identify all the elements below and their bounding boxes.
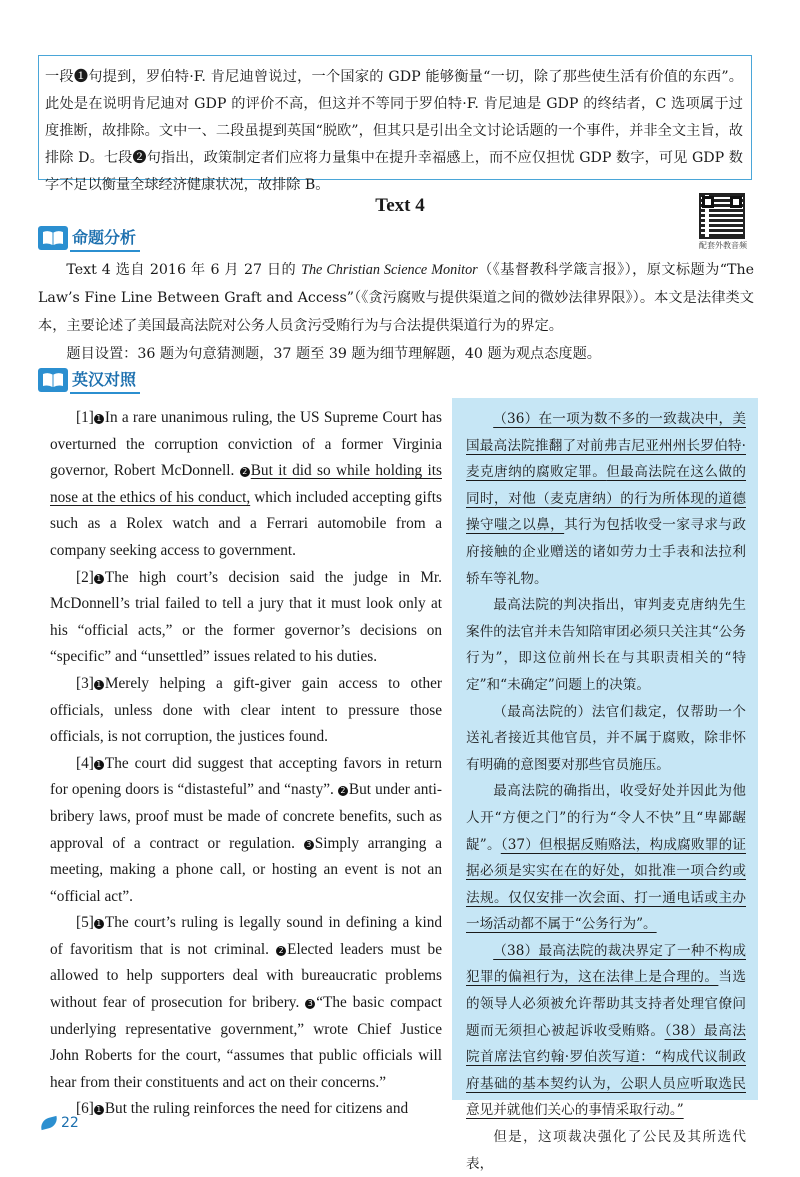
en-p5-s1: The court’s ruling is legally sound in defining a kind of favoritism that is not criminal. <box>50 914 442 958</box>
cn-paragraph-5 <box>466 938 746 1124</box>
cn-p5-s2: 当选的领导人必须被允许帮助其支持者处理官僚问题而无须担心被起诉收受贿赂。 <box>466 969 747 1039</box>
sentence-marker-icon: 1 <box>94 680 104 690</box>
cn-paragraph-4 <box>466 778 746 938</box>
cn-p1-s3: 其行为包括收受一家寻求与政府接触的企业赠送的诸如劳力士手表和法拉利轿车等礼物。 <box>466 517 747 587</box>
cn-paragraph-3: （最高法院的）法官们裁定，仅帮助一个送礼者接近其他官员，并不属于腐败，除非怀有明确的意图要对那些官员施压。 <box>466 703 746 773</box>
sentence-marker-icon: 2 <box>240 467 250 477</box>
en-paragraph-3 <box>50 671 442 751</box>
analysis-paragraph-1 <box>38 256 754 340</box>
qr-code-icon[interactable] <box>699 193 745 239</box>
en-p1-s2-underlined: But it did so while holding its nose at the ethics of his conduct, <box>50 462 442 506</box>
en-paragraph-1 <box>50 405 442 565</box>
cn-paragraph-2: 最高法院的判决指出，审判麦克唐纳先生案件的法官并未告知陪审团必须只关注其“公务行为”，即这位前州长在与其职责相关的“特定”和“未确定”问题上的决策。 <box>466 597 746 693</box>
en-paragraph-4 <box>50 751 442 911</box>
page-footer <box>40 1115 79 1131</box>
en-p1-s2-rest: which included accepting gifts such as a Rolex watch and a Ferrari automobile from a company seeking access to government. <box>50 488 442 559</box>
english-column <box>50 405 442 1123</box>
en-p5-s3: “The basic compact underlying representative government,” wrote Chief Justice John Roberts for the court, “assumes that public officials will hear from their constituents and act on their concerns.” <box>50 994 442 1091</box>
sentence-marker-icon: 1 <box>94 760 104 770</box>
en-p2-s1: The high court’s decision said the judge in Mr. McDonnell’s trial failed to tell a jury that it must look only at his “official acts,” or the former governor’s decisions on “specific” and “unsettled” issues related to his duties. <box>50 568 442 666</box>
en-p1-tag: [1] <box>76 409 94 426</box>
sentence-marker-icon: 1 <box>94 414 104 424</box>
sentence-marker-icon: 2 <box>338 786 348 796</box>
book-icon <box>38 226 68 250</box>
sentence-marker-icon: 2 <box>276 946 286 956</box>
en-p3-s1: Merely helping a gift-giver gain access to other officials, unless done with clear intent to pressure those officials, is not corruption, the justices found. <box>50 674 442 746</box>
en-p5-s2: Elected leaders must be allowed to help supporters deal with bureaucratic problems without fear of prosecution for bribery. <box>50 940 442 1012</box>
cn-p4-s1: 最高法院的确指出，收受好处并因此为他人开“方便之门”的行为“令人不快”且“卑鄙龌龊”。 <box>466 783 746 853</box>
analysis-section-header <box>38 225 140 251</box>
analysis-p1-post: （《基督教科学箴言报》），原文标题为“The Law’s Fine Line Between Graft and Access”（《贪污腐败与提供渠道之间的微妙法律界限》）。本文是法律类文本，主要论述了美国最高法院对公务人员贪污受贿行为与合法提供渠道行为的界定。 <box>38 262 755 334</box>
sentence-marker-icon: 1 <box>94 574 104 584</box>
en-p4-tag: [4] <box>76 754 94 772</box>
leaf-icon <box>39 1116 59 1130</box>
cn-p5-s3: （38）最高法院首席法官约翰·罗伯茨写道：“构成代议制政府基础的基本契约认为，公职人员应听取选民意见并就他们关心的事情采取行动。” <box>466 1022 746 1119</box>
cn-p4-s2: （37）但根据反贿赂法，构成腐败罪的证据必须是实实在在的好处，如批准一项合约或法规。仅仅安排一次会面、打一通电话或主办一场活动都不属于“公务行为”。 <box>466 836 746 933</box>
en-p6-tag: [6] <box>76 1100 94 1118</box>
en-p5-tag: [5] <box>76 914 94 932</box>
text-title: Text 4 <box>375 195 425 216</box>
sentence-marker-icon: 1 <box>94 1105 104 1115</box>
cn-paragraph-1 <box>466 406 746 592</box>
sentence-marker-icon: 3 <box>305 999 315 1009</box>
cn-p5-s1: （38）最高法院的裁决界定了一种不构成犯罪的偏袒行为，这在法律上是合理的。 <box>466 942 746 986</box>
en-paragraph-5 <box>50 910 442 1096</box>
en-p6-s1: But the ruling reinforces the need for citizens and <box>104 1100 409 1118</box>
cn-p1-s1: （36）在一项为数不多的一致裁决中，美国最高法院推翻了对前弗吉尼亚州州长罗伯特·麦克唐纳的腐败定罪。 <box>466 411 746 481</box>
analysis-p1-pre: Text 4 选自 2016 年 6 月 27 日的 <box>66 262 302 278</box>
compare-header-label: 英汉对照 <box>70 367 140 394</box>
analysis-body <box>38 256 754 368</box>
chinese-column <box>452 398 758 1172</box>
en-p3-tag: [3] <box>76 674 94 692</box>
sentence-marker-icon: 3 <box>304 840 314 850</box>
analysis-header-label: 命题分析 <box>70 225 140 252</box>
en-paragraph-6 <box>50 1096 442 1123</box>
cn-paragraph-6: 但是，这项裁决强化了公民及其所选代表， <box>466 1129 746 1172</box>
en-p4-s3: Simply arranging a meeting, making a phone call, or hosting an event is not an “official act”. <box>50 834 442 905</box>
explanation-text: 一段❶句提到，罗伯特·F. 肯尼迪曾说过，一个国家的 GDP 能够衡量“一切，除了那些使生活有价值的东西”。此处是在说明肯尼迪对 GDP 的评价不高，但这并不等同于罗伯特·F. 肯尼迪是 GDP 的终结者，C 选项属于过度推断，故排除。文中一、二段虽提到英国“脱欧”，但其只是引出全文讨论话题的一个事件，并非全文主旨，故排除 D。七段❷句指出，政策制定者们应将力量集中在提升幸福感上，而不应仅担忧 GDP 数字，可见 GDP 数字不足以衡量全球经济健康状况，故排除 B。 <box>45 69 743 193</box>
en-p4-s2: But under anti-bribery laws, proof must be made of concrete benefits, such as approval of a contract or regulation. <box>50 781 442 852</box>
en-p2-tag: [2] <box>76 568 94 586</box>
cn-p1-s2: 但最高法院在这么做的同时，对他（麦克唐纳）的行为所体现的道德操守嗤之以鼻， <box>466 464 747 534</box>
en-p4-s1: The court did suggest that accepting favors in return for opening doors is “distasteful” and “nasty”. <box>50 754 442 799</box>
analysis-paragraph-2: 题目设置：36 题为句意猜测题，37 题至 39 题为细节理解题，40 题为观点态度题。 <box>66 346 601 362</box>
explanation-box <box>38 55 752 193</box>
en-paragraph-2 <box>50 565 442 671</box>
qr-caption: 配套外教音频 <box>699 241 747 250</box>
compare-section-header <box>38 367 140 393</box>
en-p1-s1: In a rare unanimous ruling, the US Supreme Court has overturned the corruption conviction of a former Virginia governor, Robert McDonnell. <box>50 409 442 480</box>
page-number: 22 <box>61 1115 79 1131</box>
analysis-source: The Christian Science Monitor <box>301 262 478 278</box>
book-icon <box>38 368 68 392</box>
sentence-marker-icon: 1 <box>94 919 104 929</box>
